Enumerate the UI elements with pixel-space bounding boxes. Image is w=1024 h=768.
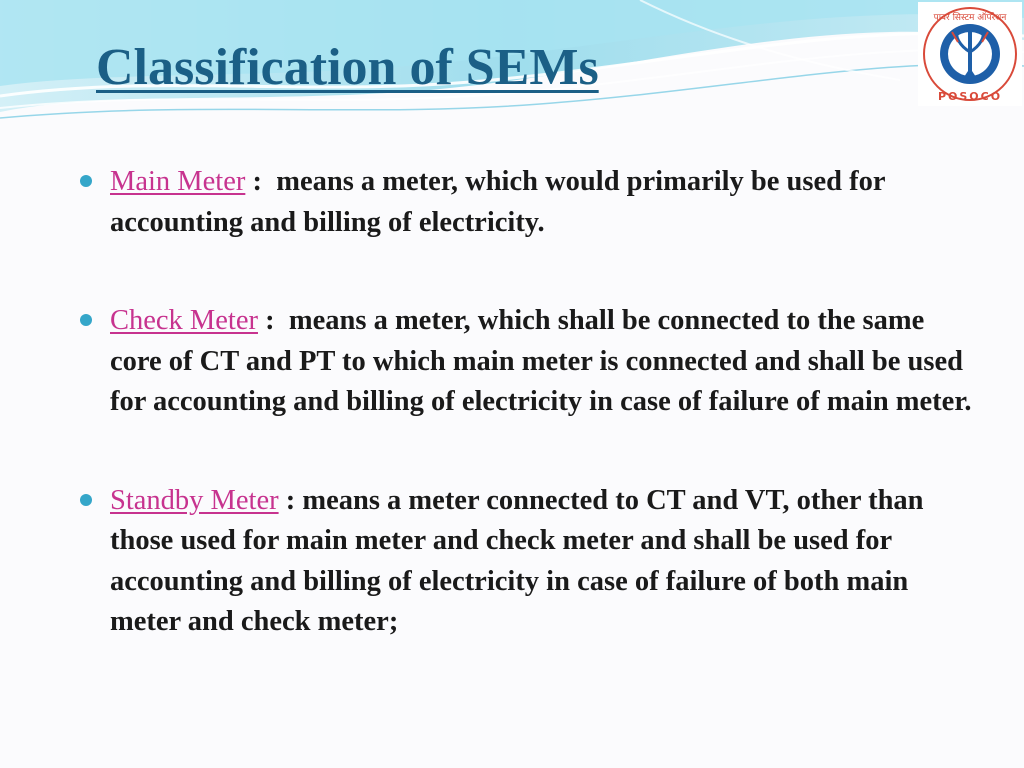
posoco-logo	[918, 2, 1022, 106]
definition-text: means a meter connected to CT and VT, other than those used for main meter and check meter and shall be used for accounting and billing of electricity in case of failure of both main meter and check meter;	[110, 484, 924, 637]
separator: :	[245, 166, 277, 197]
list-item	[80, 162, 980, 243]
list-item	[80, 481, 980, 643]
term-link[interactable]: Main Meter	[110, 166, 246, 197]
svg-text:POSOCO: POSOCO	[937, 90, 1003, 103]
slide-title: Classification of SEMs	[96, 39, 599, 96]
bullet-icon	[80, 314, 92, 326]
separator: :	[257, 305, 289, 336]
term-link[interactable]: Check Meter	[110, 305, 258, 336]
definition-text: means a meter, which shall be connected to the same core of CT and PT to which main meter is connected and shall be used for accounting and billing of electricity in case of failure of main meter.	[110, 305, 972, 417]
list-item	[80, 301, 980, 423]
posoco-logo-graphic	[918, 2, 1022, 106]
definition-list	[80, 162, 980, 701]
term-link[interactable]: Standby Meter	[110, 484, 279, 516]
bullet-icon	[80, 494, 92, 506]
separator: :	[278, 484, 303, 516]
svg-text:पावर सिस्टम ऑपरेशन: पावर सिस्टम ऑपरेशन	[933, 13, 1007, 23]
definition-text: means a meter, which would primarily be used for accounting and billing of electricity.	[110, 166, 886, 238]
bullet-icon	[80, 175, 92, 187]
